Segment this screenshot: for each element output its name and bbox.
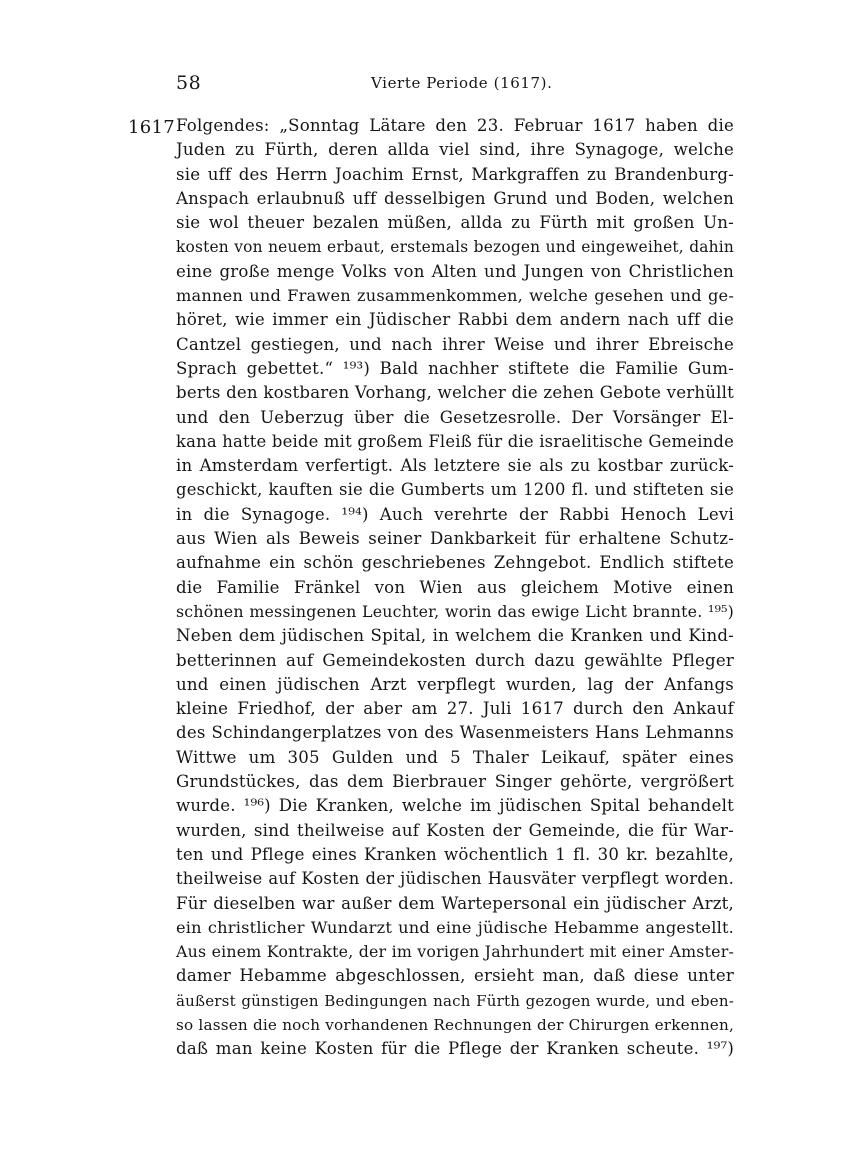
text-line: geschickt, kauften sie die Gumberts um 1200 fl. und stifteten sie xyxy=(176,480,734,500)
text-line: ten und Pflege eines Kranken wöchentlich 1 fl. 30 kr. bezahlte, xyxy=(176,844,734,864)
text-line: des Schindangerplatzes von des Wasenmeisters Hans Lehmanns xyxy=(176,723,734,743)
text-line: wurde. ¹⁹⁶) Die Kranken, welche im jüdischen Spital behandelt xyxy=(176,796,734,816)
text-line: Für dieselben war außer dem Wartepersonal ein jüdischer Arzt, xyxy=(176,893,734,913)
text-line: kana hatte beide mit großem Fleiß für die israelitische Gemeinde xyxy=(176,431,734,451)
running-title: Vierte Periode (1617). xyxy=(371,74,553,92)
text-line: höret, wie immer ein Jüdischer Rabbi dem andern nach uff die xyxy=(176,310,734,330)
text-line: daß man keine Kosten für die Pflege der Kranken scheute. ¹⁹⁷) xyxy=(176,1039,734,1059)
page-number: 58 xyxy=(176,72,202,94)
text-line: kleine Friedhof, der aber am 27. Juli 1617 durch den Ankauf xyxy=(176,699,734,719)
text-line: Aus einem Kontrakte, der im vorigen Jahrhundert mit einer Amster- xyxy=(176,942,734,962)
text-line: ein christlicher Wundarzt und eine jüdische Hebamme angestellt. xyxy=(176,917,734,937)
text-line: und den Ueberzug über die Gesetzesrolle. Der Vorsänger El- xyxy=(176,407,734,427)
text-line: Folgendes: „Sonntag Lätare den 23. Februar 1617 haben die xyxy=(176,116,734,135)
text-line: Wittwe um 305 Gulden und 5 Thaler Leikauf, später eines xyxy=(176,747,734,767)
text-line: die Familie Fränkel von Wien aus gleichem Motive einen xyxy=(176,577,734,597)
text-line: aus Wien als Beweis seiner Dankbarkeit für erhaltene Schutz- xyxy=(176,529,734,549)
text-line: theilweise auf Kosten der jüdischen Hausväter verpflegt worden. xyxy=(176,869,734,889)
text-line: schönen messingenen Leuchter, worin das ewige Licht brannte. ¹⁹⁵) xyxy=(176,601,734,621)
text-line: wurden, sind theilweise auf Kosten der Gemeinde, die für War- xyxy=(176,820,734,840)
text-line: aufnahme ein schön geschriebenes Zehngebot. Endlich stiftete xyxy=(176,553,734,573)
margin-year-note: 1617 xyxy=(128,117,176,138)
text-line: damer Hebamme abgeschlossen, ersieht man, daß diese unter xyxy=(176,966,734,986)
text-line: sie wol theuer bezalen müßen, allda zu Fürth mit großen Un- xyxy=(176,213,734,233)
text-line: Cantzel gestiegen, und nach ihrer Weise und ihrer Ebreische xyxy=(176,334,734,354)
text-line: sie uff des Herrn Joachim Ernst, Markgraffen zu Brandenburg- xyxy=(176,164,734,184)
text-line: in Amsterdam verfertigt. Als letztere sie als zu kostbar zurück- xyxy=(176,456,734,476)
text-line: Grundstückes, das dem Bierbrauer Singer gehörte, vergrößert xyxy=(176,772,734,792)
text-line: kosten von neuem erbaut, erstemals bezogen und eingeweihet, dahin xyxy=(176,238,734,257)
text-line: Sprach gebettet.“ ¹⁹³) Bald nachher stiftete die Familie Gum- xyxy=(176,358,734,378)
text-line: eine große menge Volks von Alten und Jungen von Christlichen xyxy=(176,261,734,281)
text-line: und einen jüdischen Arzt verpflegt wurden, lag der Anfangs xyxy=(176,674,734,694)
running-head xyxy=(176,72,736,98)
text-line: betterinnen auf Gemeindekosten durch dazu gewählte Pfleger xyxy=(176,650,734,670)
text-line: Anspach erlaubnuß uff desselbigen Grund und Boden, welchen xyxy=(176,188,734,208)
text-line: so lassen die noch vorhandenen Rechnungen der Chirurgen erkennen, xyxy=(176,1015,734,1034)
text-line: Neben dem jüdischen Spital, in welchem die Kranken und Kind- xyxy=(176,626,734,646)
text-line: mannen und Frawen zusammenkommen, welche gesehen und ge- xyxy=(176,286,734,306)
text-line: in die Synagoge. ¹⁹⁴) Auch verehrte der Rabbi Henoch Levi xyxy=(176,504,734,524)
text-line: äußerst günstigen Bedingungen nach Fürth gezogen wurde, und eben- xyxy=(176,991,734,1010)
body-text xyxy=(176,114,734,1062)
text-line: Juden zu Fürth, deren allda viel sind, ihre Synagoge, welche xyxy=(176,140,734,160)
text-line: berts den kostbaren Vorhang, welcher die zehen Gebote verhüllt xyxy=(176,383,734,403)
